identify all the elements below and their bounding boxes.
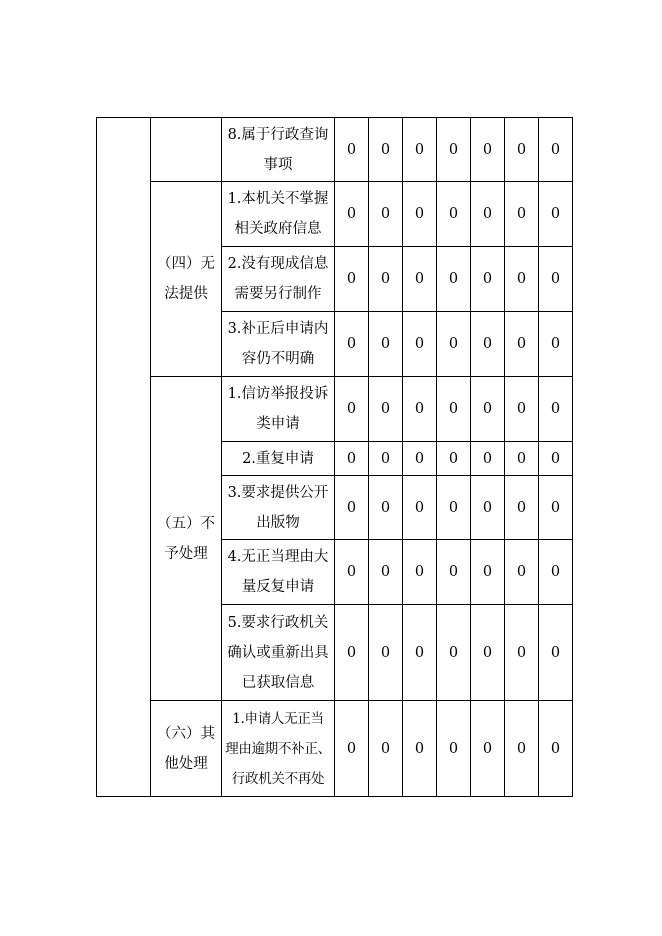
value-cell: 0 [505,701,539,797]
value-cell: 0 [437,312,471,377]
value-cell: 0 [437,605,471,701]
value-cell: 0 [403,247,437,312]
item-label: 4.无正当理由大 量反复申请 [222,540,335,605]
value-cell: 0 [437,442,471,476]
value-cell: 0 [505,377,539,442]
item-label: 2.重复申请 [222,442,335,476]
value-cell: 0 [539,312,573,377]
disclosure-stats-table [96,117,573,797]
value-cell: 0 [369,118,403,182]
value-cell: 0 [437,476,471,540]
value-cell: 0 [539,442,573,476]
category-cell: （五）不 予处理 [151,377,222,701]
value-cell: 0 [335,540,369,605]
value-cell: 0 [335,476,369,540]
value-cell: 0 [369,605,403,701]
table-row [97,182,573,247]
value-cell: 0 [369,701,403,797]
value-cell: 0 [437,540,471,605]
category-cell: （六）其 他处理 [151,701,222,797]
table-row [97,377,573,442]
value-cell: 0 [403,442,437,476]
value-cell: 0 [369,476,403,540]
value-cell: 0 [369,247,403,312]
value-cell: 0 [403,312,437,377]
value-cell: 0 [403,476,437,540]
value-cell: 0 [471,442,505,476]
value-cell: 0 [403,701,437,797]
value-cell: 0 [505,312,539,377]
value-cell: 0 [335,701,369,797]
item-label: 1.信访举报投诉 类申请 [222,377,335,442]
value-cell: 0 [369,377,403,442]
value-cell: 0 [539,182,573,247]
value-cell: 0 [335,247,369,312]
item-label: 2.没有现成信息 需要另行制作 [222,247,335,312]
value-cell: 0 [403,182,437,247]
value-cell: 0 [403,377,437,442]
value-cell: 0 [369,312,403,377]
table-row [97,118,573,182]
value-cell: 0 [335,605,369,701]
value-cell: 0 [335,312,369,377]
value-cell: 0 [471,476,505,540]
value-cell: 0 [505,605,539,701]
category-cell [151,118,222,182]
value-cell: 0 [539,118,573,182]
value-cell: 0 [505,540,539,605]
item-label: 1.本机关不掌握 相关政府信息 [222,182,335,247]
value-cell: 0 [505,476,539,540]
value-cell: 0 [437,247,471,312]
value-cell: 0 [539,476,573,540]
value-cell: 0 [437,182,471,247]
item-label: 8.属于行政查询 事项 [222,118,335,182]
value-cell: 0 [369,442,403,476]
value-cell: 0 [403,118,437,182]
value-cell: 0 [505,182,539,247]
value-cell: 0 [471,312,505,377]
value-cell: 0 [505,442,539,476]
table-row [97,701,573,797]
outer-category-cell [97,118,151,797]
value-cell: 0 [539,540,573,605]
value-cell: 0 [539,247,573,312]
value-cell: 0 [471,540,505,605]
value-cell: 0 [539,605,573,701]
value-cell: 0 [539,377,573,442]
value-cell: 0 [403,540,437,605]
value-cell: 0 [369,540,403,605]
value-cell: 0 [403,605,437,701]
value-cell: 0 [471,247,505,312]
value-cell: 0 [505,247,539,312]
item-label: 3.要求提供公开 出版物 [222,476,335,540]
value-cell: 0 [471,377,505,442]
value-cell: 0 [471,605,505,701]
value-cell: 0 [471,701,505,797]
value-cell: 0 [335,442,369,476]
value-cell: 0 [437,377,471,442]
value-cell: 0 [539,701,573,797]
value-cell: 0 [335,377,369,442]
value-cell: 0 [437,118,471,182]
value-cell: 0 [505,118,539,182]
value-cell: 0 [335,118,369,182]
value-cell: 0 [471,182,505,247]
value-cell: 0 [437,701,471,797]
category-cell: （四）无 法提供 [151,182,222,377]
value-cell: 0 [335,182,369,247]
value-cell: 0 [369,182,403,247]
value-cell: 0 [471,118,505,182]
item-label: 3.补正后申请内 容仍不明确 [222,312,335,377]
item-label: 1.申请人无正当 理由逾期不补正、 行政机关不再处 [222,701,335,797]
item-label: 5.要求行政机关 确认或重新出具 已获取信息 [222,605,335,701]
